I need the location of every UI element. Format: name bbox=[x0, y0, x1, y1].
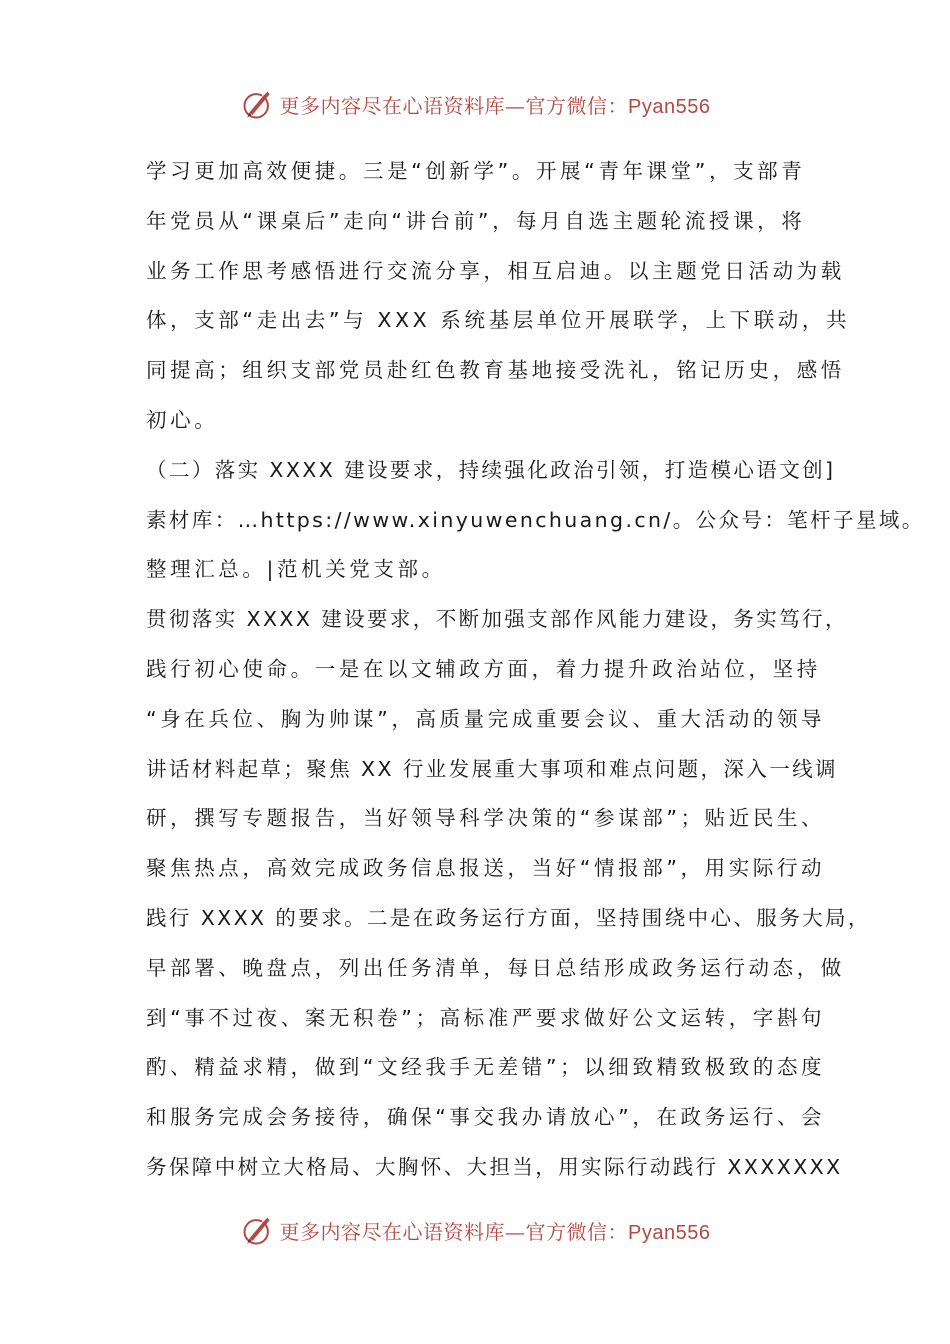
header-banner-text: 更多内容尽在心语资料库—官方微信：Pyan556 bbox=[279, 93, 711, 118]
body-line: 体，支部“走出去”与 XXX 系统基层单位开展联学，上下联动，共 bbox=[146, 308, 851, 333]
body-line: 同提高；组织支部党员赴红色教育基地接受洗礼，铭记历史，感悟 bbox=[146, 358, 845, 383]
section-heading: （二）落实 XXXX 建设要求，持续强化政治引领，打造模心语文创] bbox=[146, 457, 836, 482]
body-line: 践行 XXXX 的要求。二是在政务运行方面，坚持围绕中心、服务大局， bbox=[146, 905, 871, 930]
body-line: 学习更加高效便捷。三是“创新学”。开展“青年课堂”，支部青 bbox=[146, 159, 806, 183]
body-line: 酌、精益求精，做到“文经我手无差错”；以细致精致极致的态度 bbox=[146, 1055, 826, 1080]
body-line: 和服务完成会务接待，确保“事交我办请放心”，在政务运行、会 bbox=[146, 1105, 826, 1130]
quill-logo-icon bbox=[240, 86, 276, 122]
body-line: 到“事不过夜、案无积卷”；高标准严要求做好公文运转，字斟句 bbox=[146, 1005, 826, 1030]
body-line: 贯彻落实 XXXX 建设要求，不断加强支部作风能力建设，务实笃行， bbox=[146, 607, 848, 632]
body-line: 聚焦热点，高效完成政务信息报送，当好“情报部”，用实际行动 bbox=[146, 856, 826, 881]
source-link-line: 素材库：…https://www.xinyuwenchuang.cn/。公众号：笔杆子星域。 bbox=[146, 507, 925, 532]
quill-logo-icon bbox=[240, 1212, 276, 1248]
footer-banner-text: 更多内容尽在心语资料库—官方微信：Pyan556 bbox=[279, 1219, 711, 1244]
body-line: 践行初心使命。一是在以文辅政方面，着力提升政治站位，坚持 bbox=[146, 656, 821, 681]
body-line: 整理汇总。|范机关党支部。 bbox=[146, 557, 446, 582]
footer-wechat-id: Pyan556 bbox=[628, 1221, 711, 1244]
body-line: 务保障中树立大格局、大胸怀、大担当，用实际行动践行 XXXXXXX bbox=[146, 1154, 843, 1179]
footer-banner bbox=[0, 1210, 950, 1250]
header-wechat-id: Pyan556 bbox=[628, 95, 711, 118]
body-line: 早部署、晚盘点，列出任务清单，每日总结形成政务运行动态，做 bbox=[146, 955, 845, 980]
body-line: 业务工作思考感悟进行交流分享，相互启迪。以主题党日活动为载 bbox=[146, 258, 845, 283]
document-body bbox=[146, 150, 925, 1196]
body-line: 年党员从“课桌后”走向“讲台前”，每月自选主题轮流授课，将 bbox=[146, 208, 806, 233]
body-line: 初心。 bbox=[146, 407, 219, 432]
body-line: 研，撰写专题报告，当好领导科学决策的“参谋部”；贴近民生、 bbox=[146, 806, 826, 831]
header-banner bbox=[0, 84, 950, 124]
body-line: 讲话材料起草；聚焦 XX 行业发展重大事项和难点问题，深入一线调 bbox=[146, 756, 838, 781]
body-line: “身在兵位、胸为帅谋”，高质量完成重要会议、重大活动的领导 bbox=[146, 706, 826, 731]
